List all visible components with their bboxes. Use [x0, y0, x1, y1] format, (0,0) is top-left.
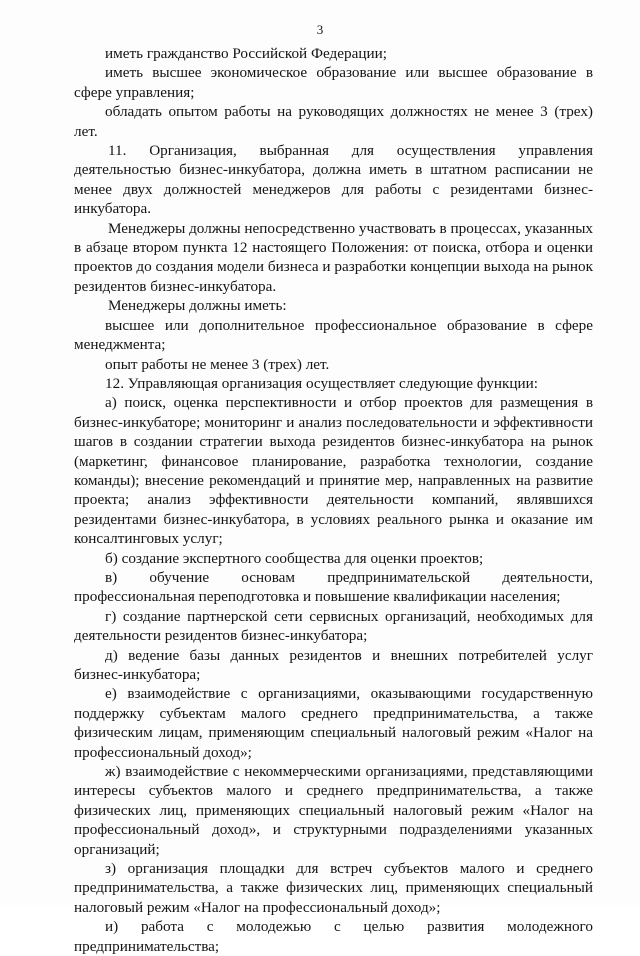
paragraph-function-e: е) взаимодействие с организациями, оказывающими государственную поддержку субъектам малого среднего предпринимательства, а также физическим лицам, применяющим специальный налоговый режим «Налог на профессиональный доход»;	[74, 685, 593, 761]
paragraph-citizenship: иметь гражданство Российской Федерации;	[105, 45, 387, 62]
paragraph-function-b: б) создание экспертного сообщества для оценки проектов;	[105, 549, 484, 567]
paragraph-managers-education: высшее или дополнительное профессиональное образование в сфере менеджмента;	[74, 316, 593, 354]
paragraph-function-z: з) организация площадки для встреч субъектов малого и среднего предпринимательства, а также физических лиц, применяющих специальный налоговый режим «Налог на профессиональный доход»;	[74, 860, 593, 916]
paragraph-managers-participation: Менеджеры должны непосредственно участвовать в процессах, указанных в абзаце втором пункта 12 настоящего Положения: от поиска, отбора и оценки проектов до создания модели бизнеса и разработки концепции выхода на рынок резидентов бизнес-инкубатора.	[74, 219, 593, 295]
paragraph-item-12: 12. Управляющая организация осуществляет следующие функции:	[105, 374, 539, 392]
paragraph-function-d: д) ведение базы данных резидентов и внешних потребителей услуг бизнес-инкубатора;	[74, 646, 593, 683]
paragraph-item-11: 11. Организация, выбранная для осуществления управления деятельностью бизнес-инкубатора, должна иметь в штатном расписании не менее двух должностей менеджеров для работы с резидентами бизнес-инкубатора.	[74, 142, 593, 218]
paragraph-function-v: в) обучение основам предпринимательской деятельности, профессиональная переподготовка и повышение квалификации населения;	[74, 568, 593, 606]
paragraph-function-i: и) работа с молодежью с целью развития молодежного предпринимательства;	[74, 918, 593, 955]
paragraph-managers-experience: опыт работы не менее 3 (трех) лет.	[105, 355, 330, 373]
paragraph-function-g: г) создание партнерской сети сервисных организаций, необходимых для деятельности резидентов бизнес-инкубатора;	[74, 607, 593, 645]
document-body	[74, 44, 593, 956]
page-number: 3	[316, 22, 324, 37]
paragraph-function-a: а) поиск, оценка перспективности и отбор проектов для размещения в бизнес-инкубаторе; мониторинг и анализ последовательности и эффективности шагов в создании стратегии выхода резидентов бизнес-инкубатора на рынок (маркетинг, финансовое планирование, разработка технологии, создание команды); внесение рекомендаций и принятие мер, направленных на развитие проекта; анализ эффективности деятельности компаний, являвшихся резидентами бизнес-инкубатора, в условиях реального рынка и оказание им консалтинговых услуг;	[74, 394, 593, 548]
paragraph-education: иметь высшее экономическое образование или высшее образование в сфере управления;	[74, 64, 593, 101]
paragraph-managers-requirements: Менеджеры должны иметь:	[108, 297, 287, 315]
paragraph-experience: обладать опытом работы на руководящих должностях не менее 3 (трех) лет.	[74, 103, 593, 140]
paragraph-function-zh: ж) взаимодействие с некоммерческими организациями, представляющими интересы субъектов малого и среднего предпринимательства, а также физических лиц, применяющих специальный налоговый режим «Налог на профессиональный доход», и структурными подразделениями указанных организаций;	[74, 763, 593, 858]
